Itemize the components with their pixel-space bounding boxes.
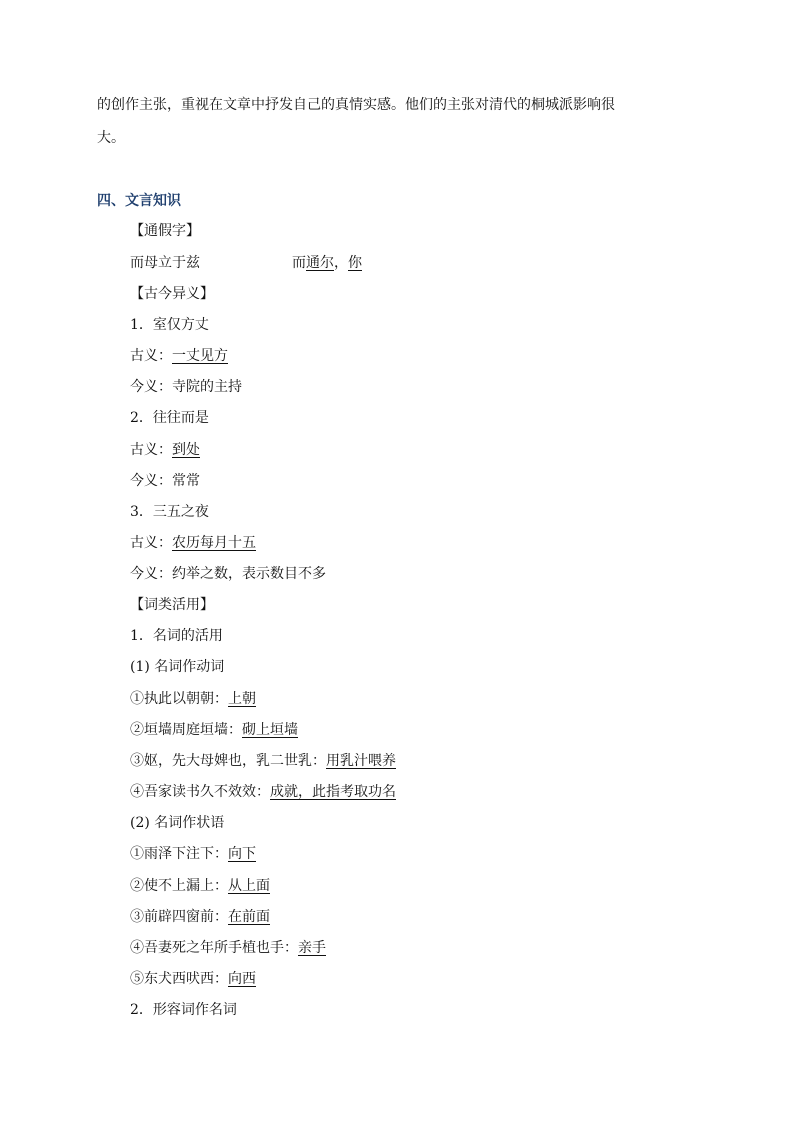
gujin-gu-1: 古义：一丈见方 — [130, 348, 228, 364]
adverbial-answer-2: 从上面 — [228, 878, 270, 894]
adverbial-item-3: ③前辟四窗前：在前面 — [130, 909, 270, 925]
intro-paragraph-end — [97, 128, 707, 148]
gujin-label: 【古今异义】 — [130, 286, 214, 302]
adverbial-item-4: ④吾妻死之年所手植也手：亲手 — [130, 940, 326, 956]
gujin-jin-1: 今义：寺院的主持 — [130, 379, 242, 395]
adverbial-item-2: ②使不上漏上：从上面 — [130, 878, 270, 894]
tongjia-sentence: 而母立于兹 — [130, 255, 200, 271]
gujin-gu-2: 古义：到处 — [130, 442, 200, 458]
verb-item-2: ②垣墙周庭垣墙：砌上垣墙 — [130, 722, 298, 738]
adverbial-answer-3: 在前面 — [228, 909, 270, 925]
adverbial-item-1: ①雨泽下注下：向下 — [130, 846, 256, 862]
tongjia-answer-2: 你 — [348, 255, 362, 271]
gujin-gu-answer-1: 一丈见方 — [172, 348, 228, 364]
adverbial-answer-5: 向西 — [228, 971, 256, 987]
cilei-sub-1b: (2) 名词作状语 — [130, 815, 225, 831]
cilei-sub-2: 2．形容词作名词 — [130, 1002, 237, 1018]
verb-answer-4: 成就，此指考取功名 — [270, 784, 396, 800]
cilei-sub-1a: (1) 名词作动词 — [130, 659, 225, 675]
gujin-title-3: 3．三五之夜 — [130, 504, 209, 520]
tongjia-label: 【通假字】 — [130, 223, 200, 239]
tongjia-answer-1: 通尔 — [306, 255, 334, 271]
cilei-label: 【词类活用】 — [130, 597, 214, 613]
gujin-jin-2: 今义：常常 — [130, 473, 200, 489]
gujin-gu-answer-3: 农历每月十五 — [172, 535, 256, 551]
gujin-gu-answer-2: 到处 — [172, 442, 200, 458]
intro-line-2: 大。 — [97, 130, 125, 146]
intro-line-1: 的创作主张，重视在文章中抒发自己的真情实感。他们的主张对清代的桐城派影响很 — [97, 97, 615, 113]
verb-item-1: ①执此以朝朝：上朝 — [130, 691, 256, 707]
section-heading: 四、文言知识 — [97, 193, 181, 209]
tongjia-char: 而 — [292, 255, 306, 271]
verb-answer-1: 上朝 — [228, 691, 256, 707]
adverbial-answer-1: 向下 — [228, 846, 256, 862]
intro-paragraph — [97, 95, 707, 115]
gujin-jin-3: 今义：约举之数，表示数目不多 — [130, 566, 326, 582]
cilei-sub-1: 1．名词的活用 — [130, 628, 223, 644]
verb-item-4: ④吾家读书久不效效：成就，此指考取功名 — [130, 784, 396, 800]
verb-answer-2: 砌上垣墙 — [242, 722, 298, 738]
adverbial-item-5: ⑤东犬西吠西：向西 — [130, 971, 256, 987]
verb-item-3: ③妪，先大母婢也，乳二世乳：用乳汁喂养 — [130, 753, 396, 769]
verb-answer-3: 用乳汁喂养 — [326, 753, 396, 769]
gujin-title-1: 1．室仅方丈 — [130, 317, 209, 333]
tongjia-item: 而母立于兹 而通尔，你 — [130, 255, 362, 271]
adverbial-answer-4: 亲手 — [298, 940, 326, 956]
gujin-gu-3: 古义：农历每月十五 — [130, 535, 256, 551]
gujin-title-2: 2．往往而是 — [130, 410, 209, 426]
